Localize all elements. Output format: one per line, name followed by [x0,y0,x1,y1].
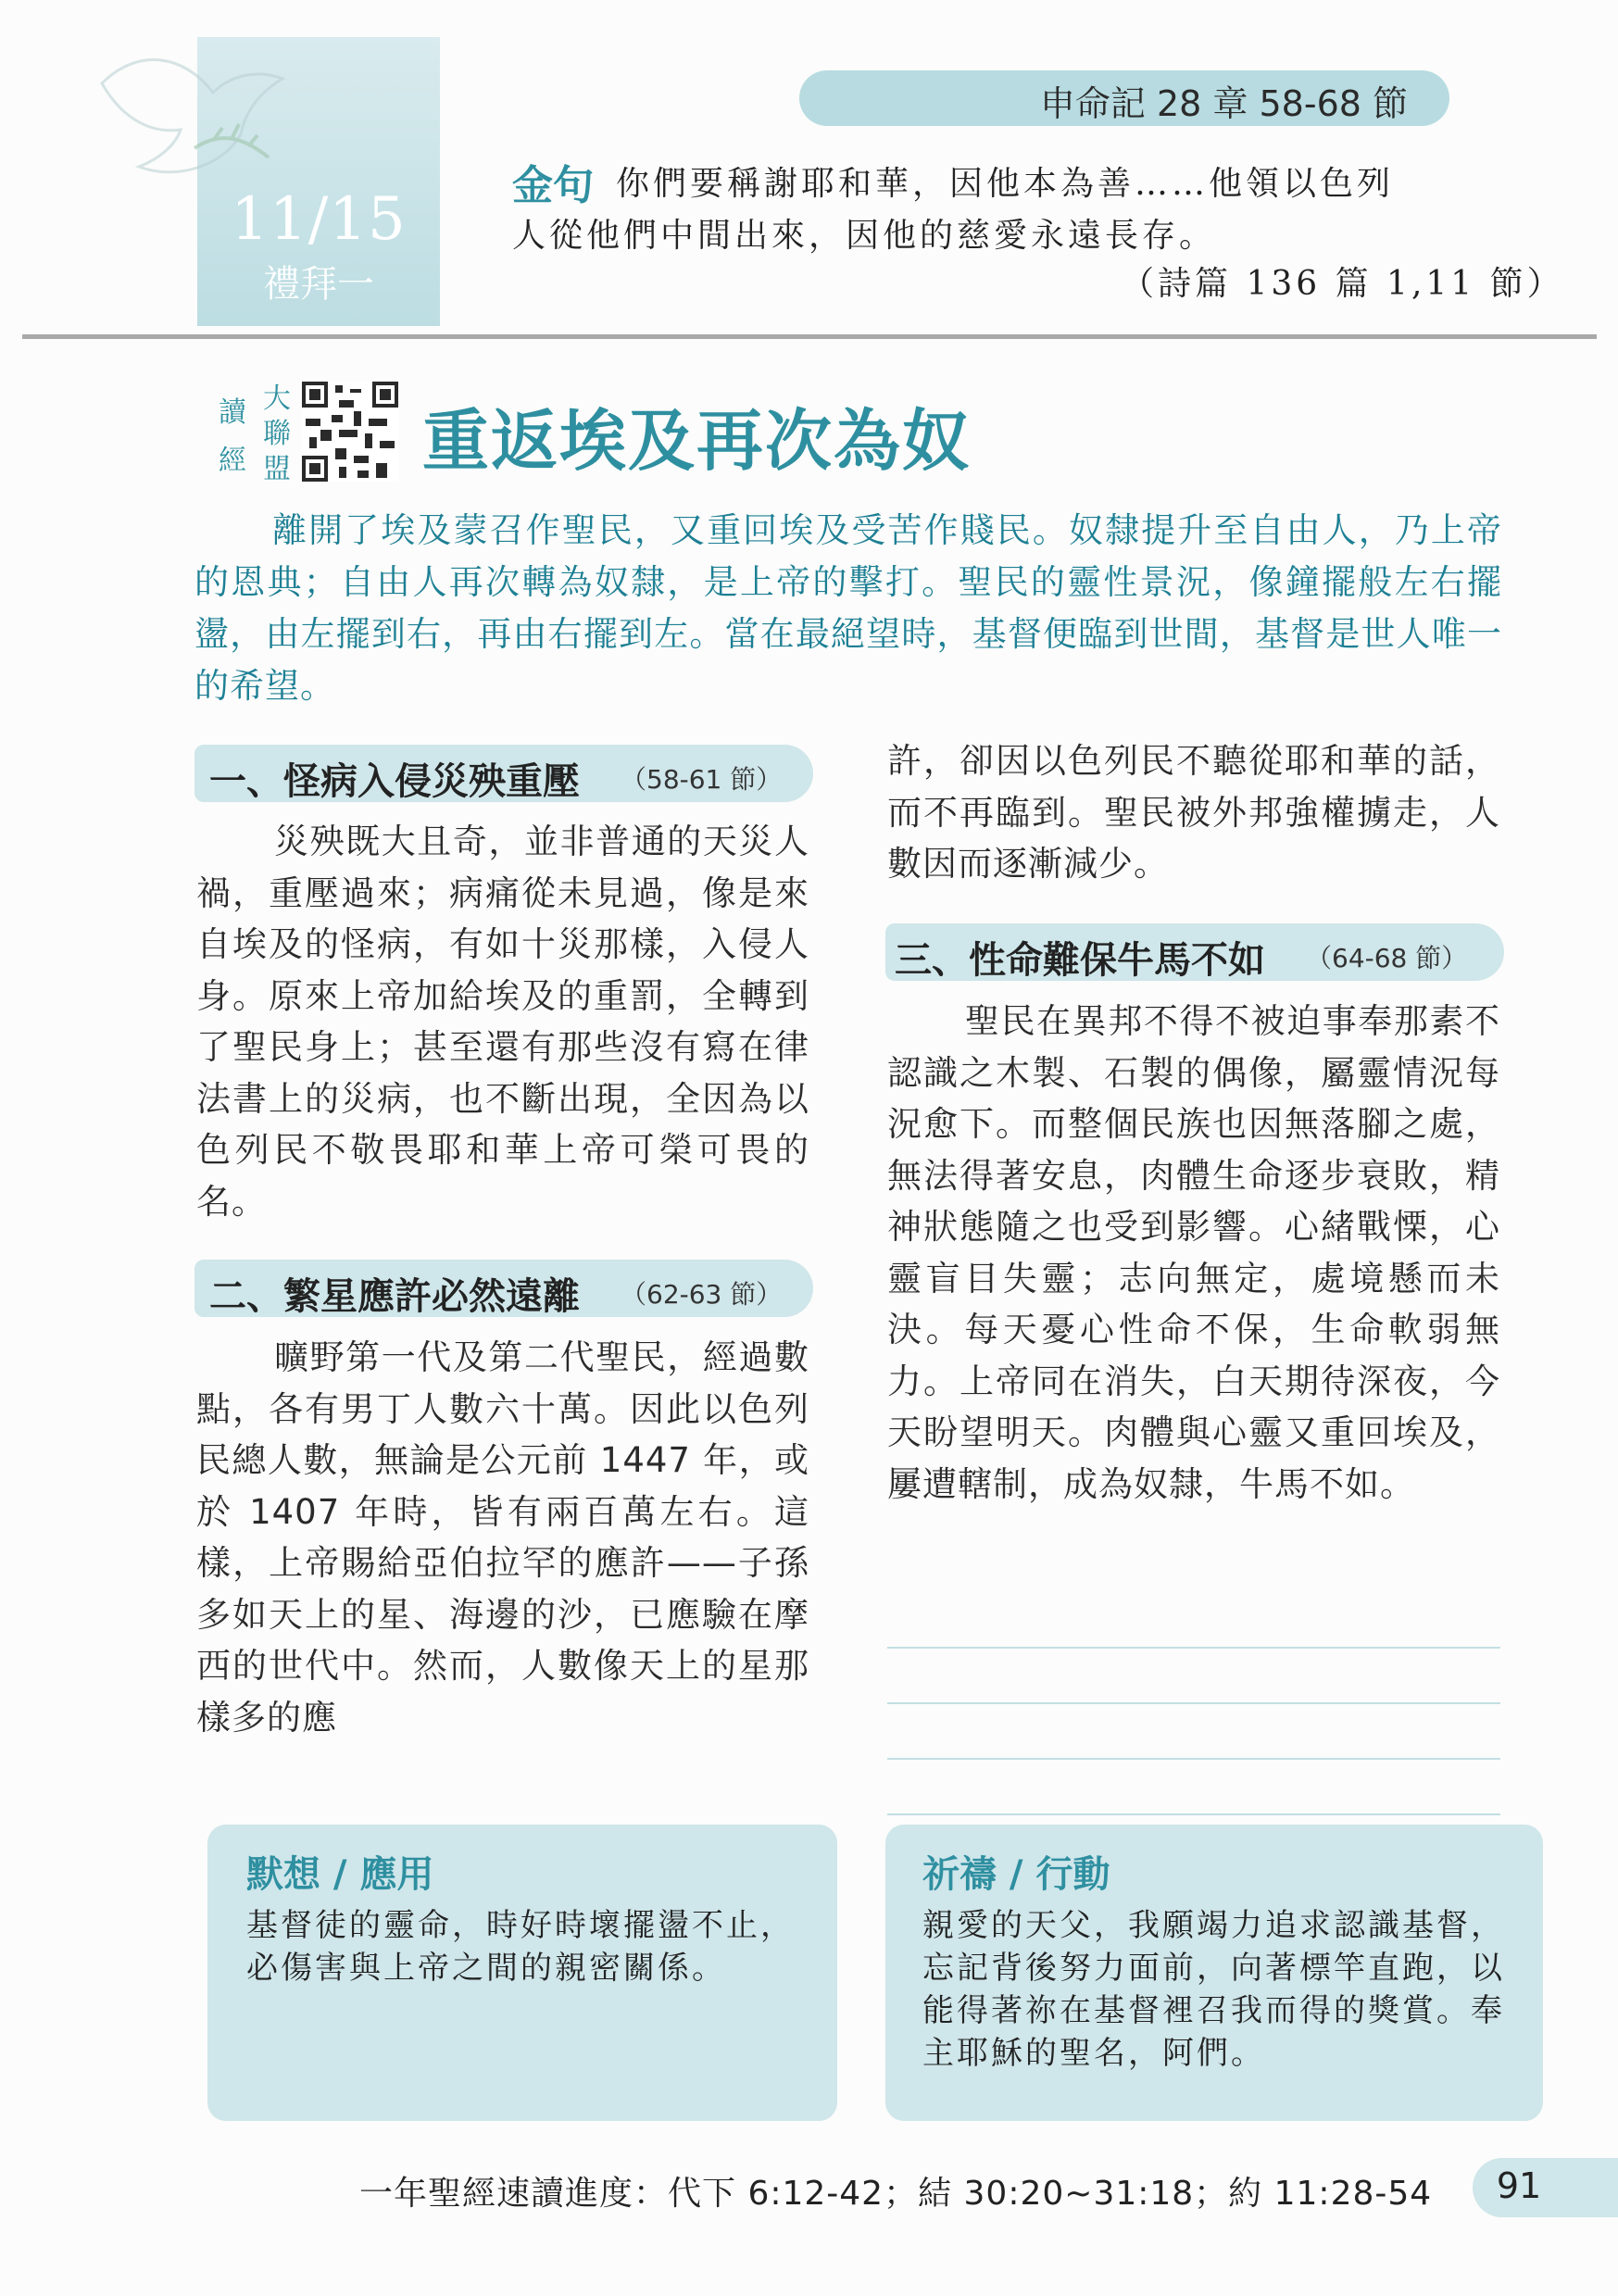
meditation-box [207,1825,837,2121]
section-2-body: 曠野第一代及第二代聖民，經過數點，各有男丁人數六十萬。因此以色列民總人數，無論是公元前 1447 年，或於 1407 年時，皆有兩百萬左右。這樣，上帝賜給亞伯拉罕的應許——子孫多如天上的星、海邊的沙，已應驗在摩西的世代中。然而，人數像天上的星那樣多的應 [196,1337,809,1738]
section-3-heading [885,923,1504,981]
section-1-body: 災殃既大且奇，並非普通的天災人禍，重壓過來；病痛從未見過，像是來自埃及的怪病，有如十災那樣，入侵人身。原來上帝加給埃及的重罰，全轉到了聖民身上；甚至還有那些沒有寫在律法書上的災病，也不斷出現，全因為以色列民不敬畏耶和華上帝可榮可畏的名。 [196,822,809,1222]
section-3-body: 聖民在異邦不得不被迫事奉那素不認識之木製、石製的偶像，屬靈情況每況愈下。而整個民族也因無落腳之處，無法得著安息，肉體生命逐步衰敗，精神狀態隨之也受到影響。心緒戰慄，心靈盲目失靈；志向無定，處境懸而未決。每天憂心性命不保，生命軟弱無力。上帝同在消失，白天期待深夜，今天盼望明天。肉體與心靈又重回埃及，屢遭轄制，成為奴隸，牛馬不如。 [887,1001,1500,1504]
note-line [887,1647,1500,1649]
section-1-ref: （58-61 節） [621,764,783,795]
side-label-read-bible: 讀經 [219,396,246,477]
golden-verse-source: （詩篇 136 篇 1,11 節） [1121,265,1564,303]
section-1-title: 一、怪病入侵災殃重壓 [209,760,580,803]
section-3-ref: （64-68 節） [1306,943,1468,973]
golden-verse-line-2: 人從他們中間出來，因他的慈愛永遠長存。 [512,217,1217,255]
meditation-title: 默想 / 應用 [246,1853,434,1896]
note-line [887,1813,1500,1815]
section-2-heading [194,1260,813,1317]
date: 11/15 [231,185,407,254]
golden-verse-label: 金句 [512,162,594,209]
prayer-box [885,1825,1543,2121]
meditation-text: 基督徒的靈命，時好時壞擺盪不止，必傷害與上帝之間的親密關係。 [246,1907,795,1987]
section-2-ref: （62-63 節） [621,1279,783,1310]
page-title: 重返埃及再次為奴 [422,401,972,480]
qr-code-icon[interactable] [302,382,398,482]
prayer-text: 親愛的天父，我願竭力追求認識基督，忘記背後努力面前，向著標竿直跑，以能得著祢在基督裡召我而得的獎賞。奉主耶穌的聖名，阿們。 [922,1907,1505,2072]
page-number: 91 [1496,2165,1542,2206]
note-line [887,1758,1500,1760]
header-divider [22,334,1597,339]
side-label-alliance: 大聯盟 [263,383,291,485]
prayer-title: 祈禱 / 行動 [922,1853,1110,1896]
section-2-continued: 許，卻因以色列民不聽從耶和華的話，而不再臨到。聖民被外邦強權擄走，人數因而逐漸減少。 [887,741,1500,884]
section-3-title: 三、性命難保牛馬不如 [895,939,1265,982]
intro-paragraph: 離開了埃及蒙召作聖民，又重回埃及受苦作賤民。奴隸提升至自由人，乃上帝的恩典；自由人再次轉為奴隸，是上帝的擊打。聖民的靈性景況，像鐘擺般左右擺盪，由左擺到右，再由右擺到左。當在最絕望時，基督便臨到世間，基督是世人唯一的希望。 [194,510,1502,706]
scripture-reference: 申命記 28 章 58-68 節 [1039,83,1408,124]
golden-verse-line-1: 你們要稱謝耶和華，因他本為善……他領以色列 [616,165,1395,203]
weekday: 禮拜一 [263,263,374,306]
section-2-title: 二、繁星應許必然遠離 [209,1275,580,1318]
section-1-heading [194,745,813,802]
note-line [887,1702,1500,1704]
reading-progress: 一年聖經速讀進度：代下 6:12-42；結 30:20~31:18；約 11:28-54 [359,2175,1433,2213]
